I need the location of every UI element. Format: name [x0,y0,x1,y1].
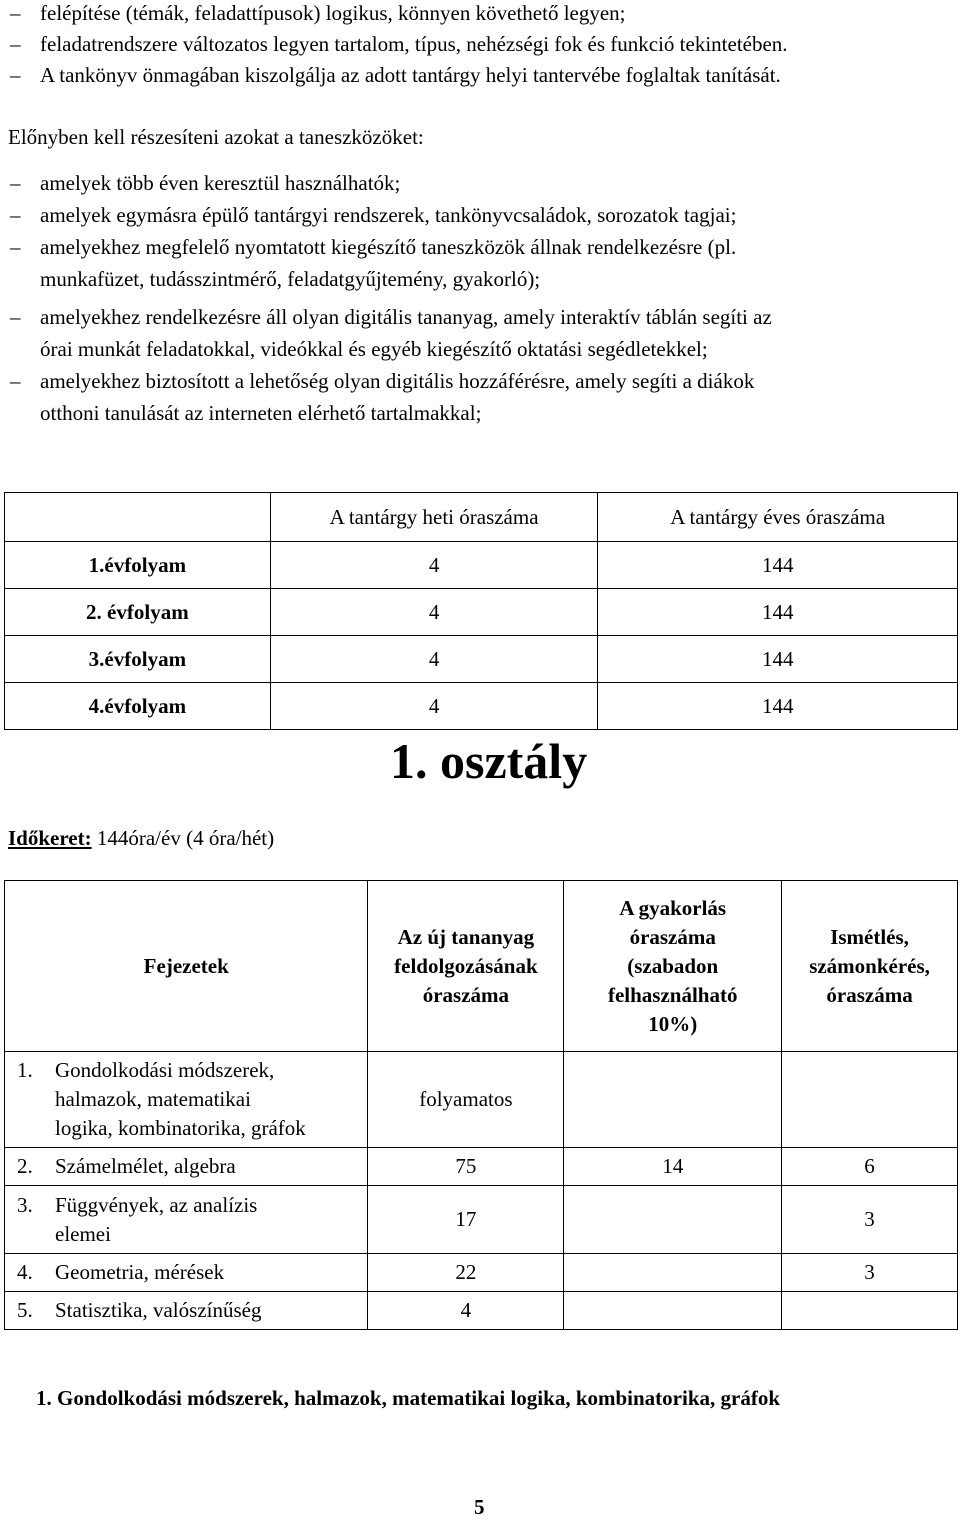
weekly-hours: 4 [270,589,598,636]
header-cell: Ismétlés, számonkérés, óraszáma [782,881,958,1052]
dash-icon: – [10,63,21,87]
yearly-hours: 144 [598,542,958,589]
dash-icon: – [10,369,21,393]
chapter-name: 2. Számelmélet, algebra [5,1148,368,1186]
bullet-continuation: munkafüzet, tudásszintmérő, feladatgyűjtemény, gyakorló); [40,267,541,291]
chapter-name: 5. Statisztika, valószínűség [5,1292,368,1330]
practice-hours [564,1292,782,1330]
bullet-item: – amelyekhez biztosított a lehetőség olyan digitális hozzáférésre, amely segíti a diákok [10,369,755,393]
bullet-continuation: otthoni tanulását az interneten elérhető tartalmakkal; [40,401,482,425]
page-number: 5 [474,1495,485,1519]
yearly-hours: 144 [598,589,958,636]
table-row [5,1052,958,1148]
timeframe-value: 144óra/év (4 óra/hét) [91,826,275,850]
bullet-item: – amelyekhez rendelkezésre áll olyan digitális tananyag, amely interaktív táblán segíti az [10,305,772,329]
table-header-row [5,881,958,1052]
bullet-continuation: órai munkát feladatokkal, videókkal és egyéb kiegészítő oktatási segédletekkel; [40,337,708,361]
practice-hours [564,1254,782,1292]
yearly-hours: 144 [598,636,958,683]
timeframe-label: Időkeret: [8,826,92,850]
dash-icon: – [10,305,21,329]
practice-hours: 14 [564,1148,782,1186]
dash-icon: – [10,203,21,227]
preference-intro: Előnyben kell részesíteni azokat a taneszközöket: [8,125,424,149]
grade-label: 3.évfolyam [5,636,271,683]
table-row [5,636,958,683]
review-hours: 3 [782,1254,958,1292]
table-row [5,683,958,730]
header-cell [5,493,271,542]
bullet-item: – amelyekhez megfelelő nyomtatott kiegészítő taneszközök állnak rendelkezésre (pl. [10,235,737,259]
dash-icon: – [10,171,21,195]
new-material-hours: 4 [368,1292,564,1330]
table-row [5,1292,958,1330]
class-title: 1. osztály [390,733,588,789]
chapters-table [4,880,958,1330]
review-hours: 3 [782,1186,958,1254]
table-row [5,542,958,589]
dash-icon: – [10,235,21,259]
weekly-hours: 4 [270,636,598,683]
review-hours [782,1052,958,1148]
chapter-name: 1. Gondolkodási módszerek, halmazok, matematikai logika, kombinatorika, gráfok [5,1052,368,1148]
table-row [5,1254,958,1292]
weekly-hours: 4 [270,683,598,730]
grade-label: 2. évfolyam [5,589,271,636]
table-header-row [5,493,958,542]
table-row [5,1186,958,1254]
bullet-item: – feladatrendszere változatos legyen tartalom, típus, nehézségi fok és funkció tekintetében. [10,32,788,56]
grade-label: 4.évfolyam [5,683,271,730]
review-hours: 6 [782,1148,958,1186]
practice-hours [564,1052,782,1148]
new-material-hours: 75 [368,1148,564,1186]
weekly-hours: 4 [270,542,598,589]
new-material-hours: 17 [368,1186,564,1254]
hours-table [4,492,958,730]
new-material-hours: folyamatos [368,1052,564,1148]
timeframe [8,826,274,851]
header-cell: Fejezetek [5,881,368,1052]
grade-label: 1.évfolyam [5,542,271,589]
header-cell: A tantárgy heti óraszáma [270,493,598,542]
chapter-name: 4. Geometria, mérések [5,1254,368,1292]
yearly-hours: 144 [598,683,958,730]
chapter-name: 3. Függvények, az analízis elemei [5,1186,368,1254]
bullet-item: – amelyek több éven keresztül használhatók; [10,171,401,195]
header-cell: A tantárgy éves óraszáma [598,493,958,542]
new-material-hours: 22 [368,1254,564,1292]
practice-hours [564,1186,782,1254]
header-cell: A gyakorlás óraszáma (szabadon felhasználható 10%) [564,881,782,1052]
bullet-item: – amelyek egymásra épülő tantárgyi rendszerek, tankönyvcsaládok, sorozatok tagjai; [10,203,737,227]
bullet-item: – A tankönyv önmagában kiszolgálja az adott tantárgy helyi tantervébe foglaltak tanítását. [10,63,781,87]
bullet-item: – felépítése (témák, feladattípusok) logikus, könnyen követhető legyen; [10,1,626,25]
section-heading: 1. Gondolkodási módszerek, halmazok, matematikai logika, kombinatorika, gráfok [36,1386,781,1410]
header-cell: Az új tananyag feldolgozásának óraszáma [368,881,564,1052]
dash-icon: – [10,1,21,25]
table-row [5,589,958,636]
table-row [5,1148,958,1186]
review-hours [782,1292,958,1330]
dash-icon: – [10,32,21,56]
